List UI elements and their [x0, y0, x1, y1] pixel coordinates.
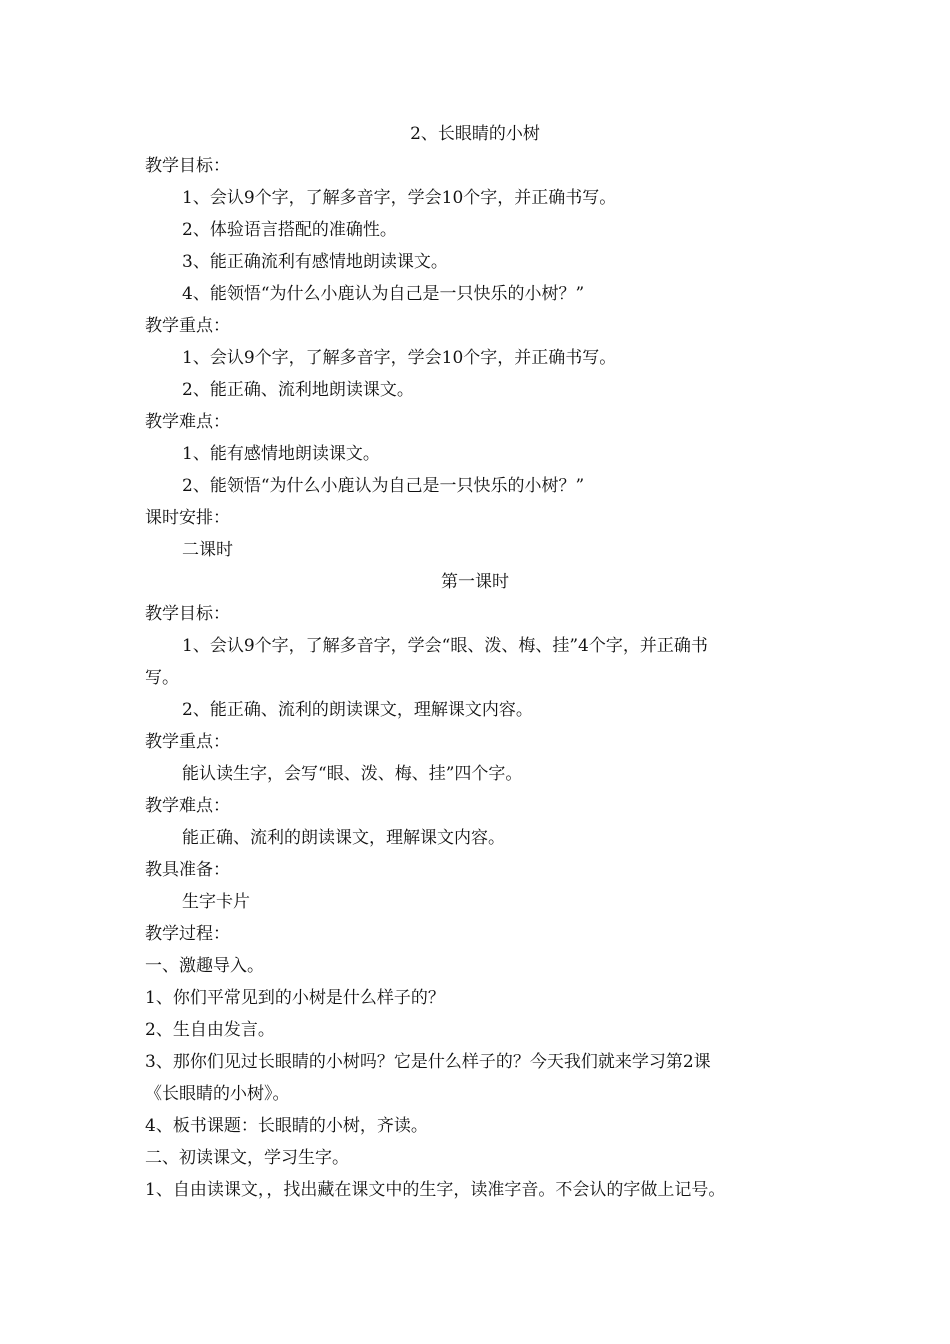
list-item: 1、你们平常见到的小树是什么样子的？: [145, 988, 445, 1008]
section-heading: 教学目标：: [145, 156, 230, 176]
list-item: 1、会认9个字，了解多音字，学会10个字，并正确书写。: [182, 348, 617, 368]
list-item: 3、那你们见过长眼睛的小树吗？它是什么样子的？今天我们就来学习第2课: [145, 1052, 711, 1072]
list-item: 4、板书课题：长眼睛的小树，齐读。: [145, 1116, 428, 1136]
list-item: 2、能正确、流利的朗读课文，理解课文内容。: [182, 700, 533, 720]
list-item: 3、能正确流利有感情地朗读课文。: [182, 252, 448, 272]
section-heading: 教学难点：: [145, 412, 230, 432]
document-title: 2、长眼睛的小树: [410, 124, 540, 144]
section-heading: 教学过程：: [145, 924, 230, 944]
list-item-continuation: 《长眼睛的小树》。: [145, 1084, 290, 1104]
section-heading: 教学目标：: [145, 604, 230, 624]
subsection-title: 第一课时: [441, 572, 509, 592]
paragraph: 能正确、流利的朗读课文，理解课文内容。: [182, 828, 505, 848]
list-item: 1、会认9个字，了解多音字，学会10个字，并正确书写。: [182, 188, 617, 208]
section-heading: 教学重点：: [145, 732, 230, 752]
step-heading: 一、激趣导入。: [145, 956, 264, 976]
section-heading: 教学重点：: [145, 316, 230, 336]
list-item: 4、能领悟“为什么小鹿认为自己是一只快乐的小树？”: [182, 284, 585, 304]
step-heading: 二、初读课文，学习生字。: [145, 1148, 349, 1168]
list-item: 1、能有感情地朗读课文。: [182, 444, 380, 464]
paragraph: 生字卡片: [182, 892, 250, 912]
section-heading: 教具准备：: [145, 860, 230, 880]
list-item: 2、体验语言搭配的准确性。: [182, 220, 397, 240]
list-item: 1、会认9个字，了解多音字，学会“眼、泼、梅、挂”4个字，并正确书: [182, 636, 708, 656]
list-item: 1、自由读课文，，找出藏在课文中的生字，读准字音。不会认的字做上记号。: [145, 1180, 726, 1200]
list-item: 2、能正确、流利地朗读课文。: [182, 380, 414, 400]
list-item-continuation: 写。: [145, 668, 179, 688]
paragraph: 二课时: [182, 540, 233, 560]
list-item: 2、生自由发言。: [145, 1020, 275, 1040]
list-item: 2、能领悟“为什么小鹿认为自己是一只快乐的小树？”: [182, 476, 585, 496]
paragraph: 能认读生字，会写“眼、泼、梅、挂”四个字。: [182, 764, 523, 784]
section-heading: 课时安排：: [145, 508, 230, 528]
section-heading: 教学难点：: [145, 796, 230, 816]
